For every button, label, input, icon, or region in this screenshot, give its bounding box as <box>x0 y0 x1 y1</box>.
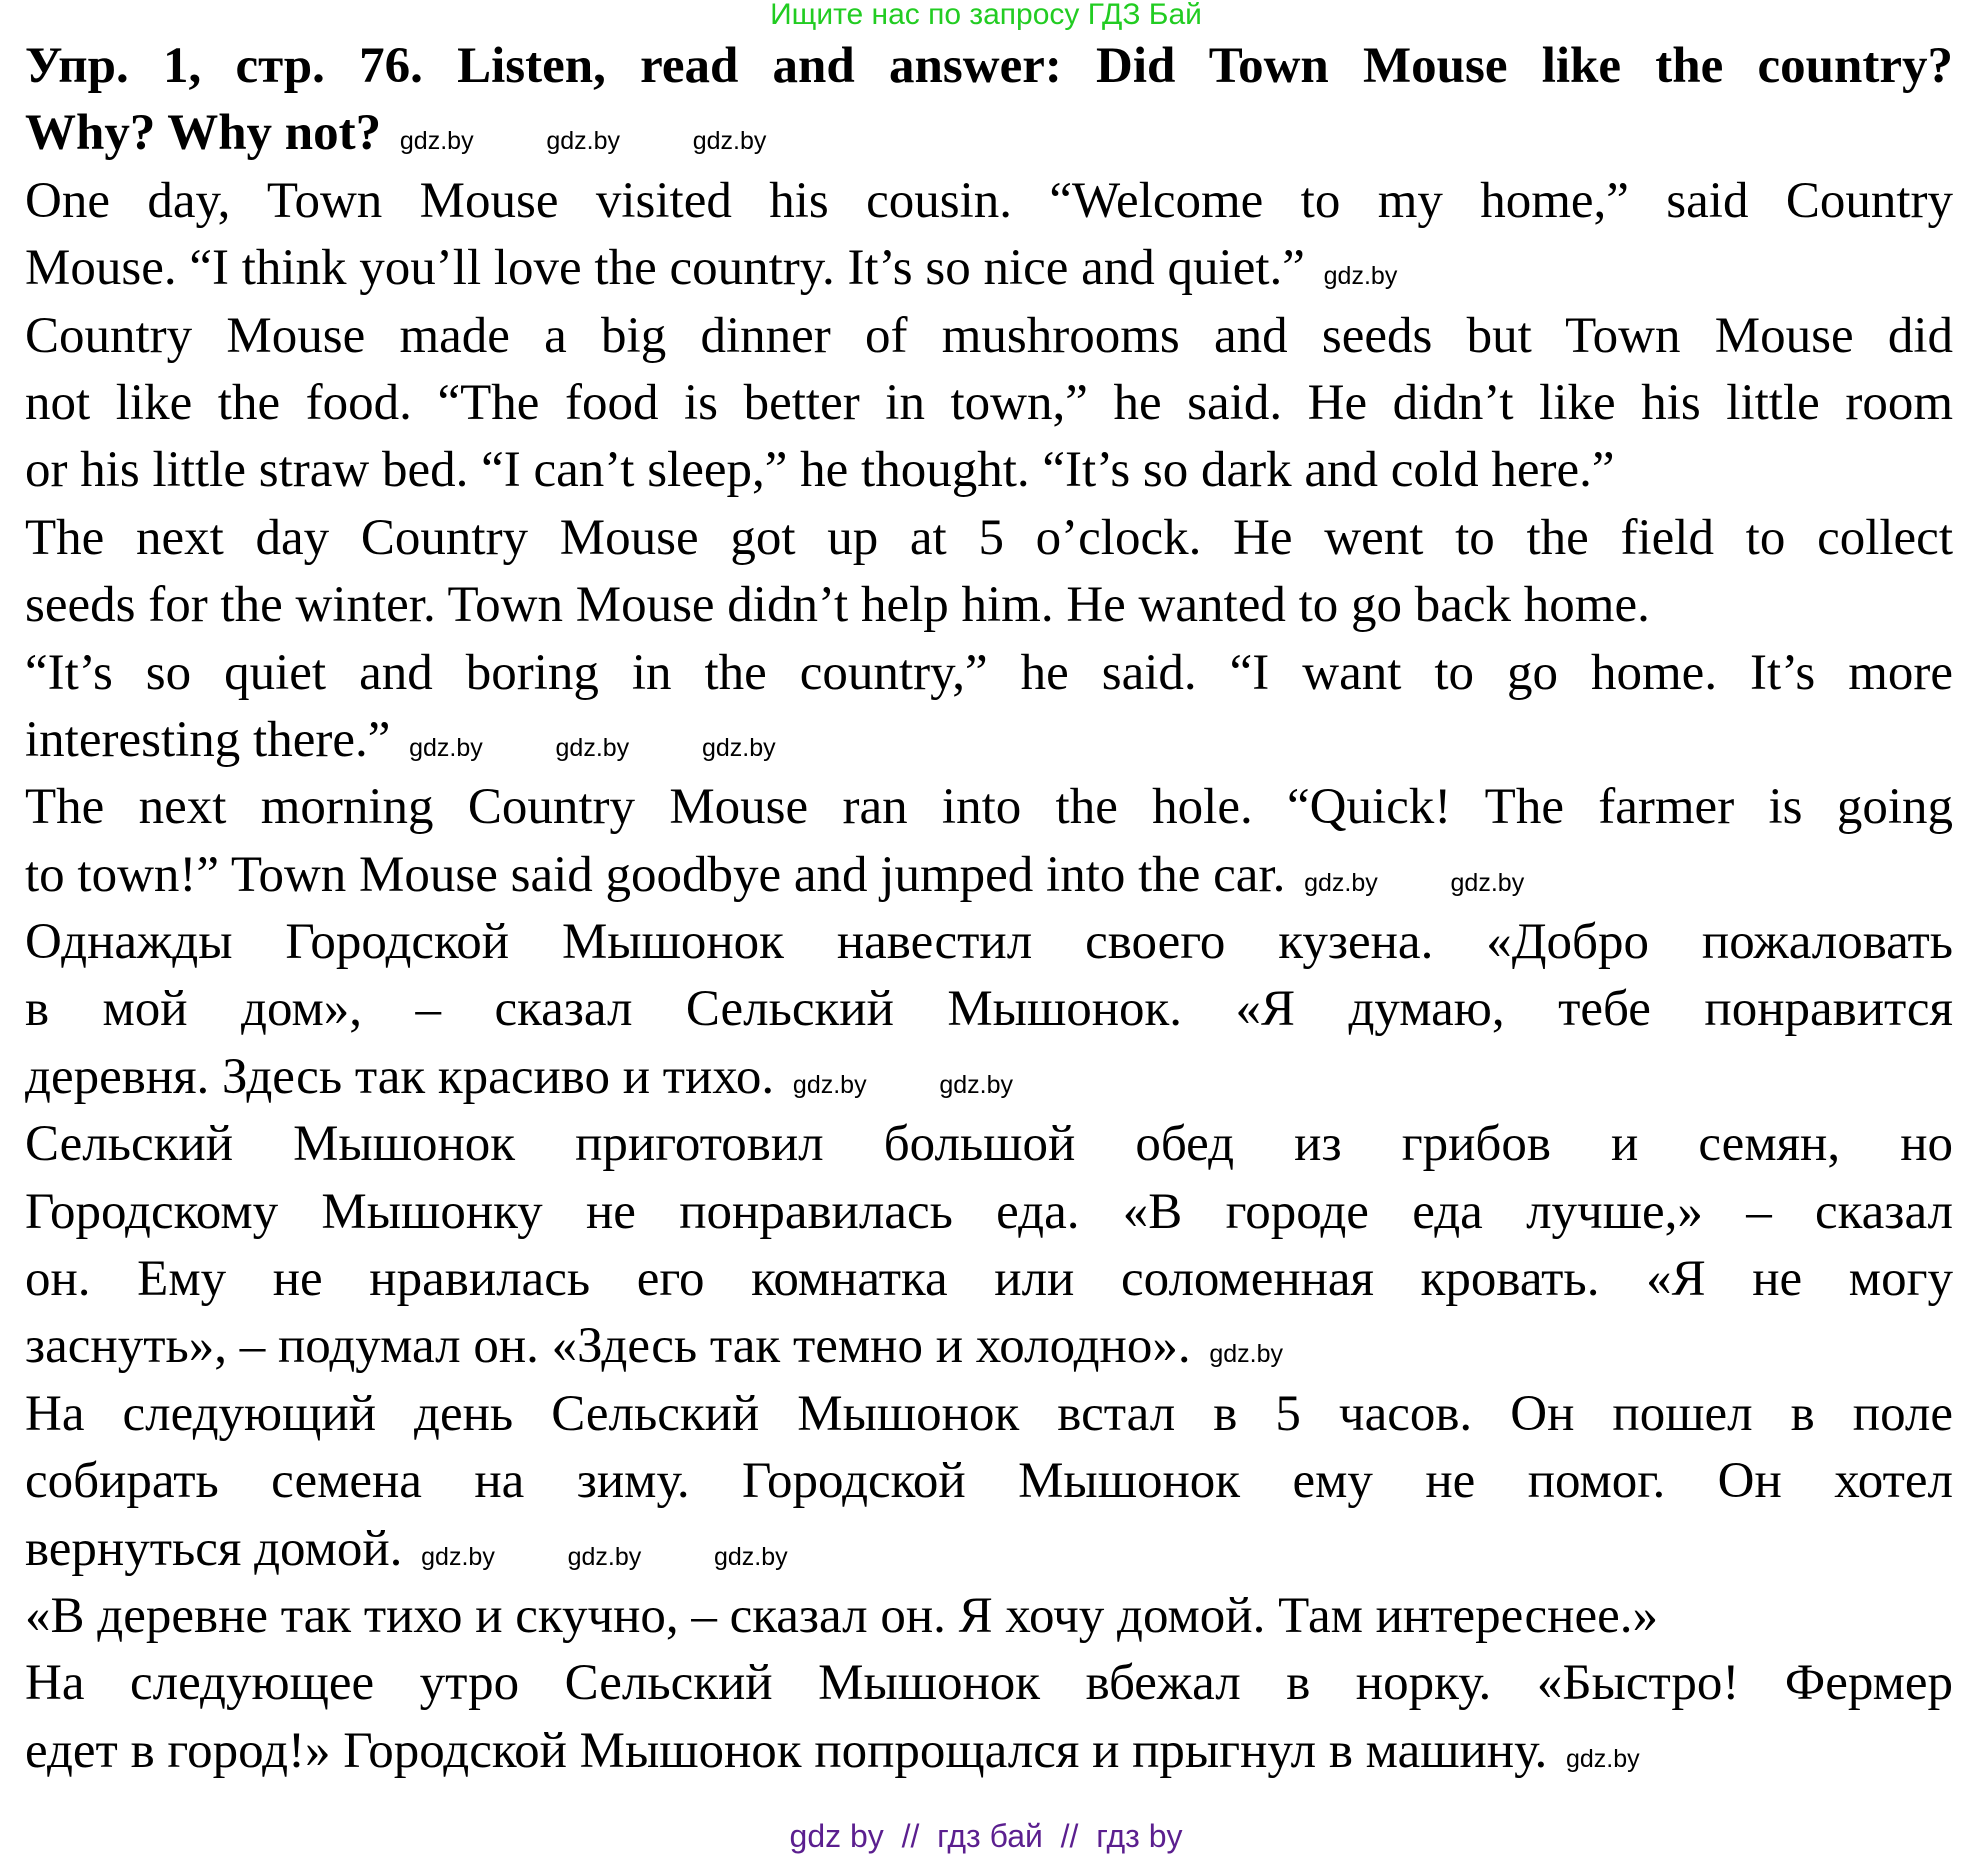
watermark: gdz.by <box>399 127 474 156</box>
text-line <box>25 235 1953 302</box>
watermark: gdz.by <box>792 1070 867 1099</box>
watermark: gdz.by <box>1323 262 1398 291</box>
watermark: gdz.by <box>714 1542 788 1571</box>
watermark: gdz.by <box>692 127 767 156</box>
text-line <box>25 976 1953 1043</box>
line-text: На следующий день Сельский Мышонок встал в 5 часов. Он пошел в поле <box>25 1385 1953 1442</box>
watermark: gdz.by <box>1450 868 1525 897</box>
line-text: One day, Town Mouse visited his cousin. “Welcome to my home,” said Country <box>25 172 1953 229</box>
line-text: Упр. 1, стр. 76. Listen, read and answer: Did Town Mouse like the country? <box>25 38 1953 94</box>
line-text: На следующее утро Сельский Мышонок вбежал в норку. «Быстро! Фермер <box>25 1655 1953 1712</box>
line-text: Сельский Мышонок приготовил большой обед из грибов и семян, но <box>25 1116 1953 1173</box>
line-text: Why? Why not? <box>25 105 382 162</box>
text-line <box>25 774 1953 841</box>
text-line <box>25 1246 1953 1313</box>
text-line <box>25 1381 1953 1448</box>
line-text: «В деревне так тихо и скучно, – сказал он. Я хочу домой. Там интереснее.» <box>25 1587 1658 1644</box>
text-line <box>25 1583 1953 1650</box>
line-text: or his little straw bed. “I can’t sleep,” he thought. “It’s so dark and cold here.” <box>25 442 1615 499</box>
line-text: “It’s so quiet and boring in the country,” he said. “I want to go home. It’s more <box>25 644 1953 701</box>
text-line <box>25 1516 1953 1583</box>
search-hint-banner: Ищите нас по запросу ГДЗ Бай <box>770 0 1202 31</box>
text-line <box>25 1650 1953 1717</box>
text-line <box>25 909 1953 976</box>
text-line <box>25 640 1953 707</box>
text-line <box>25 1044 1953 1111</box>
line-text: заснуть», – подумал он. «Здесь так темно и холодно». <box>25 1318 1191 1375</box>
text-line <box>25 1179 1953 1246</box>
watermark: gdz.by <box>939 1070 1014 1099</box>
line-text: not like the food. “The food is better in town,” he said. He didn’t like his little room <box>25 374 1953 431</box>
text-line <box>25 168 1953 235</box>
watermark: gdz.by <box>409 733 483 762</box>
line-text: to town!” Town Mouse said goodbye and jumped into the car. <box>25 846 1286 903</box>
line-text: seeds for the winter. Town Mouse didn’t help him. He wanted to go back home. <box>25 577 1650 634</box>
line-text: Mouse. “I think you’ll love the country. It’s so nice and quiet.” <box>25 240 1305 297</box>
line-text: в мой дом», – сказал Сельский Мышонок. «Я думаю, тебе понравится <box>25 981 1953 1038</box>
text-line <box>25 437 1953 504</box>
exercise-title-line <box>25 33 1953 100</box>
text-line <box>25 505 1953 572</box>
line-text: Городскому Мышонку не понравилась еда. «В городе еда лучше,» – сказал <box>25 1183 1953 1240</box>
watermark: gdz.by <box>555 733 630 762</box>
text-line <box>25 707 1953 774</box>
line-text: Country Mouse made a big dinner of mushrooms and seeds but Town Mouse did <box>25 307 1953 364</box>
line-text: Однажды Городской Мышонок навестил своего кузена. «Добро пожаловать <box>25 914 1953 971</box>
watermark: gdz.by <box>1304 868 1378 897</box>
line-text: едет в город!» Городской Мышонок попрощался и прыгнул в машину. <box>25 1722 1548 1779</box>
watermark: gdz.by <box>567 1542 642 1571</box>
exercise-text <box>25 33 1953 1785</box>
line-text: вернуться домой. <box>25 1520 403 1577</box>
text-line <box>25 1313 1953 1380</box>
watermark: gdz.by <box>546 127 620 156</box>
line-text: деревня. Здесь так красиво и тихо. <box>25 1048 775 1105</box>
line-text: он. Ему не нравилась его комнатка или соломенная кровать. «Я не могу <box>25 1251 1953 1308</box>
text-line <box>25 1718 1953 1785</box>
text-line <box>25 1448 1953 1515</box>
text-line <box>25 370 1953 437</box>
text-line <box>25 572 1953 639</box>
line-text: interesting there.” <box>25 711 391 768</box>
line-text: собирать семена на зиму. Городской Мышонок ему не помог. Он хотел <box>25 1453 1953 1510</box>
line-text: The next day Country Mouse got up at 5 o’clock. He went to the field to collect <box>25 509 1953 566</box>
watermark: gdz.by <box>1209 1340 1284 1369</box>
text-line <box>25 842 1953 909</box>
watermark: gdz.by <box>421 1542 495 1571</box>
exercise-title-line <box>25 100 1953 167</box>
footer-links: gdz by // гдз бай // гдз by <box>789 1818 1183 1854</box>
text-line <box>25 1111 1953 1178</box>
line-text: The next morning Country Mouse ran into the hole. “Quick! The farmer is going <box>25 779 1953 836</box>
watermark: gdz.by <box>1565 1744 1640 1773</box>
watermark: gdz.by <box>701 733 776 762</box>
text-line <box>25 303 1953 370</box>
